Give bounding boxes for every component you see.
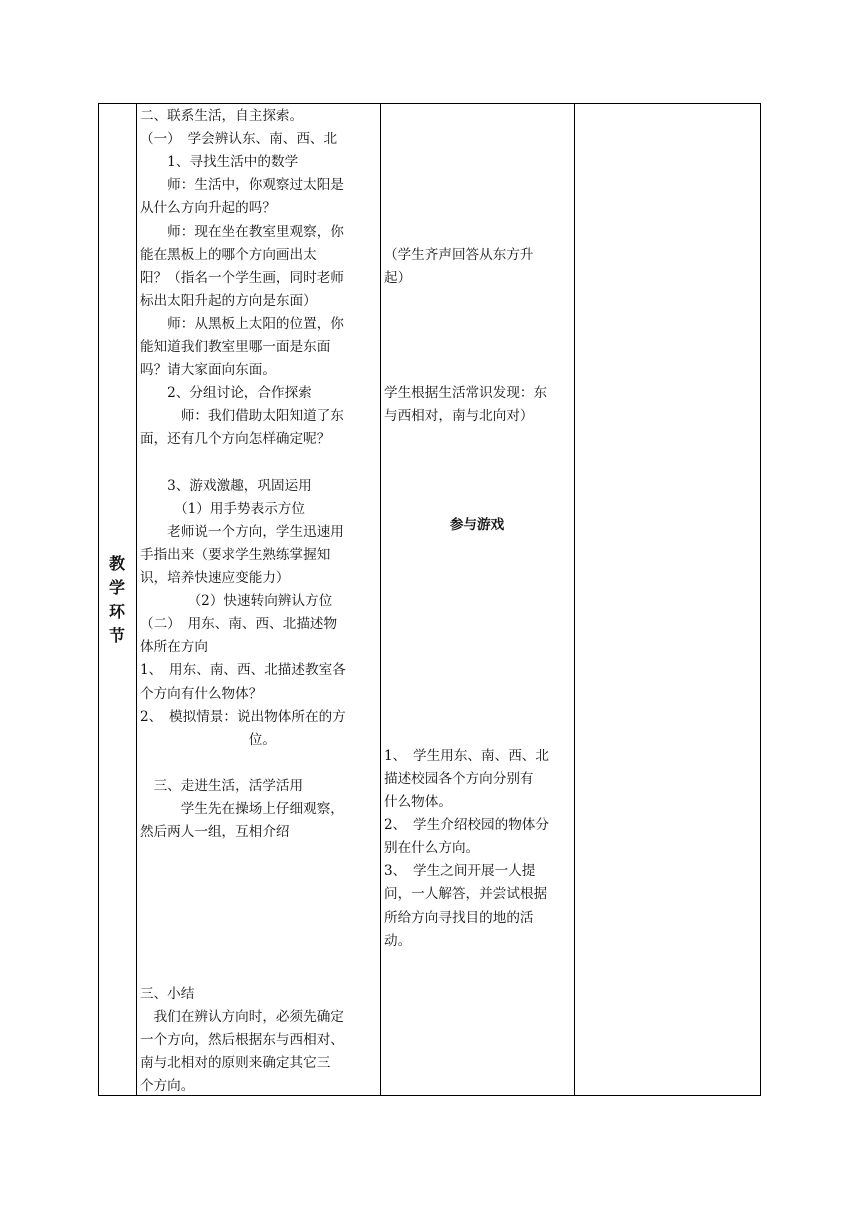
column-divider-2 xyxy=(380,103,381,1096)
teacher-text-line: 阳？（指名一个学生画，同时老师 xyxy=(140,269,344,286)
teacher-text-line: 2、 模拟情景：说出物体所在的方 xyxy=(140,708,346,725)
teacher-text-line: 师：从黑板上太阳的位置，你 xyxy=(140,315,344,332)
teacher-text-line: 从什么方向升起的吗？ xyxy=(140,200,276,217)
teacher-text-line: 三、走进生活，活学活用 xyxy=(140,777,304,794)
student-text-line: （学生齐声回答从东方升 xyxy=(384,246,534,263)
teacher-text-line: 个方向。 xyxy=(140,1078,195,1095)
student-text-line: 起） xyxy=(384,269,412,286)
teacher-text-line: 3、游戏激趣，巩固运用 xyxy=(140,477,312,494)
teacher-text-line: 我们在辨认方向时，必须先确定 xyxy=(140,1008,344,1025)
column-divider-3 xyxy=(574,103,575,1096)
teacher-text-line: （一） 学会辨认东、南、西、北 xyxy=(140,131,338,148)
table-right-border xyxy=(760,103,761,1096)
teacher-text-line: （2）快速转向辨认方位 xyxy=(140,593,333,610)
teacher-text-line: 1、 用东、南、西、北描述教室各 xyxy=(140,662,346,679)
teacher-text-line: 2、分组讨论，合作探索 xyxy=(140,385,312,402)
student-text-line: 动。 xyxy=(384,932,412,949)
student-text-line: 所给方向寻找目的地的活 xyxy=(384,909,534,926)
student-text-line: 学生根据生活常识发现：东 xyxy=(384,385,548,402)
student-text-line: 别在什么方向。 xyxy=(384,840,480,857)
teacher-text-line: 一个方向，然后根据东与西相对、 xyxy=(140,1032,344,1048)
notes-column xyxy=(578,103,756,1096)
teacher-activity-column xyxy=(140,103,376,1096)
teacher-text-line: 吗？请大家面向东面。 xyxy=(140,362,276,379)
teacher-text-line: 学生先在操场上仔细观察， xyxy=(140,801,344,817)
teacher-text-line: 手指出来（要求学生熟练掌握知 xyxy=(140,546,331,563)
teacher-text-line: 南与北相对的原则来确定其它三 xyxy=(140,1055,331,1072)
teacher-text-line: 体所在方向 xyxy=(140,639,208,656)
teacher-text-line: （二） 用东、南、西、北描述物 xyxy=(140,616,338,633)
teacher-text-line: 1、寻找生活中的数学 xyxy=(140,154,299,171)
teacher-text-line: 标出太阳升起的方向是东面） xyxy=(140,292,317,309)
teacher-text-line: 三、小结 xyxy=(140,985,195,1002)
section-label: 教学环节 xyxy=(109,553,126,645)
student-text-line: 问，一人解答，并尝试根据 xyxy=(384,886,548,903)
teacher-text-line: 位。 xyxy=(140,731,276,748)
teacher-text-line: 然后两人一组，互相介绍 xyxy=(140,824,290,841)
teacher-text-line: 师：现在坐在教室里观察，你 xyxy=(140,223,344,240)
student-text-line: 描述校园各个方向分别有 xyxy=(384,770,534,787)
teacher-text-line: 能在黑板上的哪个方向画出太 xyxy=(140,246,317,263)
teacher-text-line: 老师说一个方向，学生迅速用 xyxy=(140,523,344,540)
column-divider-1 xyxy=(136,103,137,1096)
student-text-line: 1、 学生用东、南、西、北 xyxy=(384,747,549,764)
section-label-cell xyxy=(98,103,136,1096)
student-text-line: 3、 学生之间开展一人提 xyxy=(384,863,536,880)
teacher-text-line: 面，还有几个方向怎样确定呢？ xyxy=(140,431,331,448)
teacher-text-line: 师：我们借助太阳知道了东 xyxy=(140,408,344,425)
student-text-line: 与西相对，南与北向对） xyxy=(384,408,534,425)
teacher-text-line: 个方向有什么物体？ xyxy=(140,685,263,702)
teacher-text-line: 师：生活中，你观察过太阳是 xyxy=(140,177,344,194)
teacher-text-line: 识，培养快速应变能力） xyxy=(140,570,290,586)
student-activity-heading: 参与游戏 xyxy=(449,516,505,533)
student-activity-column xyxy=(384,103,570,1096)
lesson-table xyxy=(98,103,761,1096)
teacher-text-line: 能知道我们教室里哪一面是东面 xyxy=(140,339,331,355)
student-text-line: 什么物体。 xyxy=(384,794,452,811)
teacher-text-line: （1）用手势表示方位 xyxy=(140,500,305,517)
student-text-line: 2、 学生介绍校园的物体分 xyxy=(384,817,549,834)
teacher-text-line: 二、联系生活，自主探索。 xyxy=(140,108,304,124)
